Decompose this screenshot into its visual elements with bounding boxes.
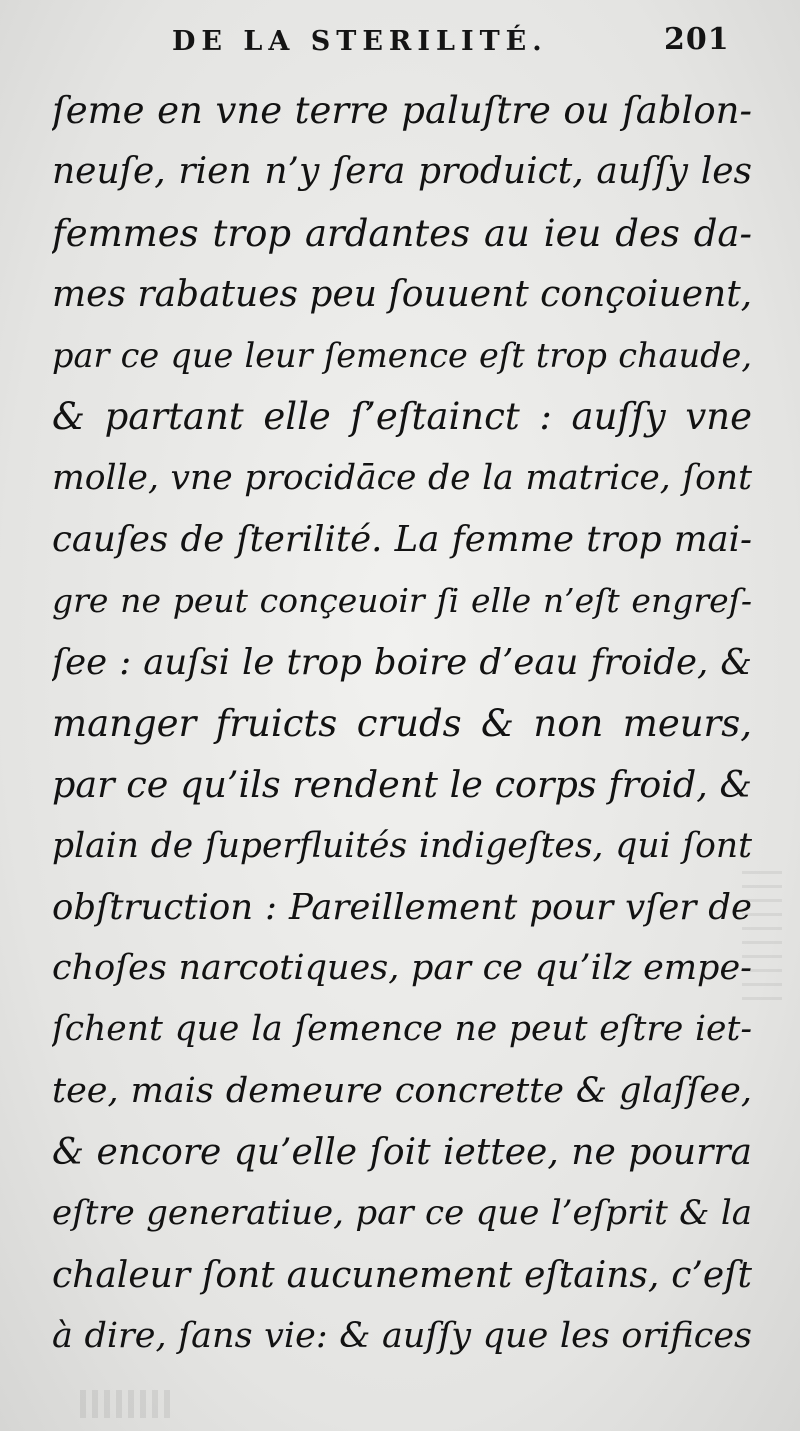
text-line: chaleur ſont aucunement eſtains, c’eſt — [52, 1254, 752, 1296]
text-line: ſee : auſsi le trop boire d’eau froide, & — [52, 641, 752, 683]
text-line: cauſes de ſterilité. La femme trop mai- — [52, 519, 752, 561]
text-line: tee, mais demeure concrette & glaſſee, — [52, 1070, 752, 1111]
text-line: neuſe, rien n’y ſera produict, auſſy les — [52, 151, 752, 193]
text-line: par ce qu’ils rendent le corps froid, & — [52, 763, 752, 807]
text-line: par ce que leur ſemence eſt trop chaude, — [52, 336, 752, 376]
text-line: plain de ſuperfluités indigeſtes, qui ſont — [52, 825, 752, 866]
text-line: ſchent que la ſemence ne peut eſtre iet- — [52, 1009, 752, 1050]
text-line: mes rabatues peu ſouuent conçoiuent, — [52, 273, 752, 315]
text-line: obſtruction : Pareillement pour vſer de — [52, 886, 752, 928]
text-line: gre ne peut conçeuoir ſi elle n’eſt engreſ- — [52, 581, 752, 621]
show-through-texture — [742, 860, 782, 1000]
page-number: 201 — [664, 22, 730, 57]
text-line: eſtre generatiue, par ce que l’eſprit & la — [52, 1193, 752, 1234]
text-line: à dire, ſans vie: & auſſy que les orifices — [52, 1315, 752, 1356]
text-line: choſes narcotiques, par ce qu’ilz empe- — [52, 948, 752, 989]
text-line: & encore qu’elle ſoit iettee, ne pourra — [52, 1132, 752, 1174]
text-line: ſeme en vne terre paluſtre ou ſablon- — [52, 89, 752, 132]
body-text — [52, 80, 752, 1367]
show-through-texture — [80, 1390, 170, 1418]
running-head: DE LA STERILITÉ. — [172, 26, 548, 57]
page-header — [0, 22, 800, 72]
text-line: femmes trop ardantes au ieu des da- — [52, 211, 752, 255]
text-line: molle, vne procidāce de la matrice, ſont — [52, 457, 752, 498]
text-line: & partant elle ſ’eſtainct : auſſy vne — [52, 395, 752, 439]
text-line: manger fruicts cruds & non meurs, — [52, 701, 752, 745]
